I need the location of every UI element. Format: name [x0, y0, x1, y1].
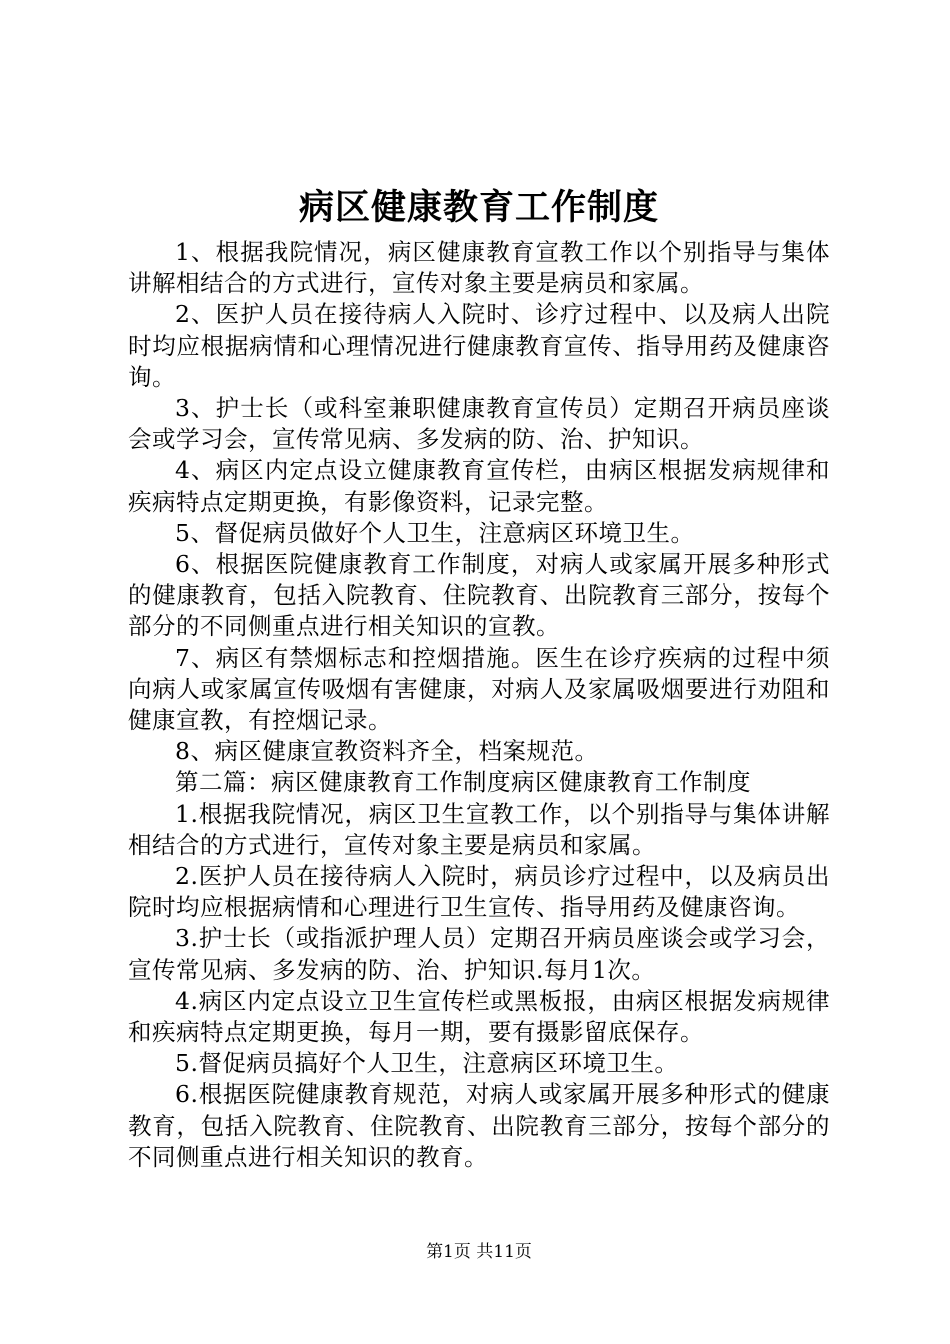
- paragraph-14: 6.根据医院健康教育规范，对病人或家属开展多种形式的健康教育，包括入院教育、住院教育、出院教育三部分，按每个部分的不同侧重点进行相关知识的教育。: [128, 1080, 830, 1171]
- paragraph-11: 3.护士长（或指派护理人员）定期召开病员座谈会或学习会，宣传常见病、多发病的防、治、护知识.每月1次。: [128, 924, 830, 984]
- paragraph-6: 6、根据医院健康教育工作制度，对病人或家属开展多种形式的健康教育，包括入院教育、住院教育、出院教育三部分，按每个部分的不同侧重点进行相关知识的宣教。: [128, 550, 830, 641]
- document-page: [128, 0, 830, 1344]
- document-body: [128, 237, 830, 1173]
- document-title: 病区健康教育工作制度: [298, 187, 659, 228]
- paragraph-4: 4、病区内定点设立健康教育宣传栏，由病区根据发病规律和疾病特点定期更换，有影像资料，记录完整。: [128, 456, 830, 516]
- paragraph-1: 1、根据我院情况，病区健康教育宣教工作以个别指导与集体讲解相结合的方式进行，宣传对象主要是病员和家属。: [128, 238, 830, 298]
- paragraph-12: 4.病区内定点设立卫生宣传栏或黑板报，由病区根据发病规律和疾病特点定期更换，每月一期，要有摄影留底保存。: [128, 986, 830, 1047]
- section-heading-second: 第二篇：病区健康教育工作制度病区健康教育工作制度: [175, 768, 751, 797]
- page-number-footer: 第1页 共11页: [426, 1242, 532, 1262]
- paragraph-2: 2、医护人员在接待病人入院时、诊疗过程中、以及病人出院时均应根据病情和心理情况进行健康教育宣传、指导用药及健康咨询。: [128, 300, 830, 391]
- paragraph-7: 7、病区有禁烟标志和控烟措施。医生在诊疗疾病的过程中须向病人或家属宣传吸烟有害健康，对病人及家属吸烟要进行劝阻和健康宣教，有控烟记录。: [128, 643, 830, 735]
- paragraph-13: 5.督促病员搞好个人卫生，注意病区环境卫生。: [175, 1049, 679, 1078]
- paragraph-10: 2.医护人员在接待病人入院时，病员诊疗过程中，以及病员出院时均应根据病情和心理进行卫生宣传、指导用药及健康咨询。: [128, 862, 830, 922]
- paragraph-9: 1.根据我院情况，病区卫生宣教工作，以个别指导与集体讲解相结合的方式进行，宣传对象主要是病员和家属。: [128, 799, 830, 859]
- paragraph-5: 5、督促病员做好个人卫生，注意病区环境卫生。: [175, 518, 695, 547]
- paragraph-8: 8、病区健康宣教资料齐全，档案规范。: [175, 737, 599, 766]
- paragraph-3: 3、护士长（或科室兼职健康教育宣传员）定期召开病员座谈会或学习会，宣传常见病、多发病的防、治、护知识。: [128, 394, 830, 454]
